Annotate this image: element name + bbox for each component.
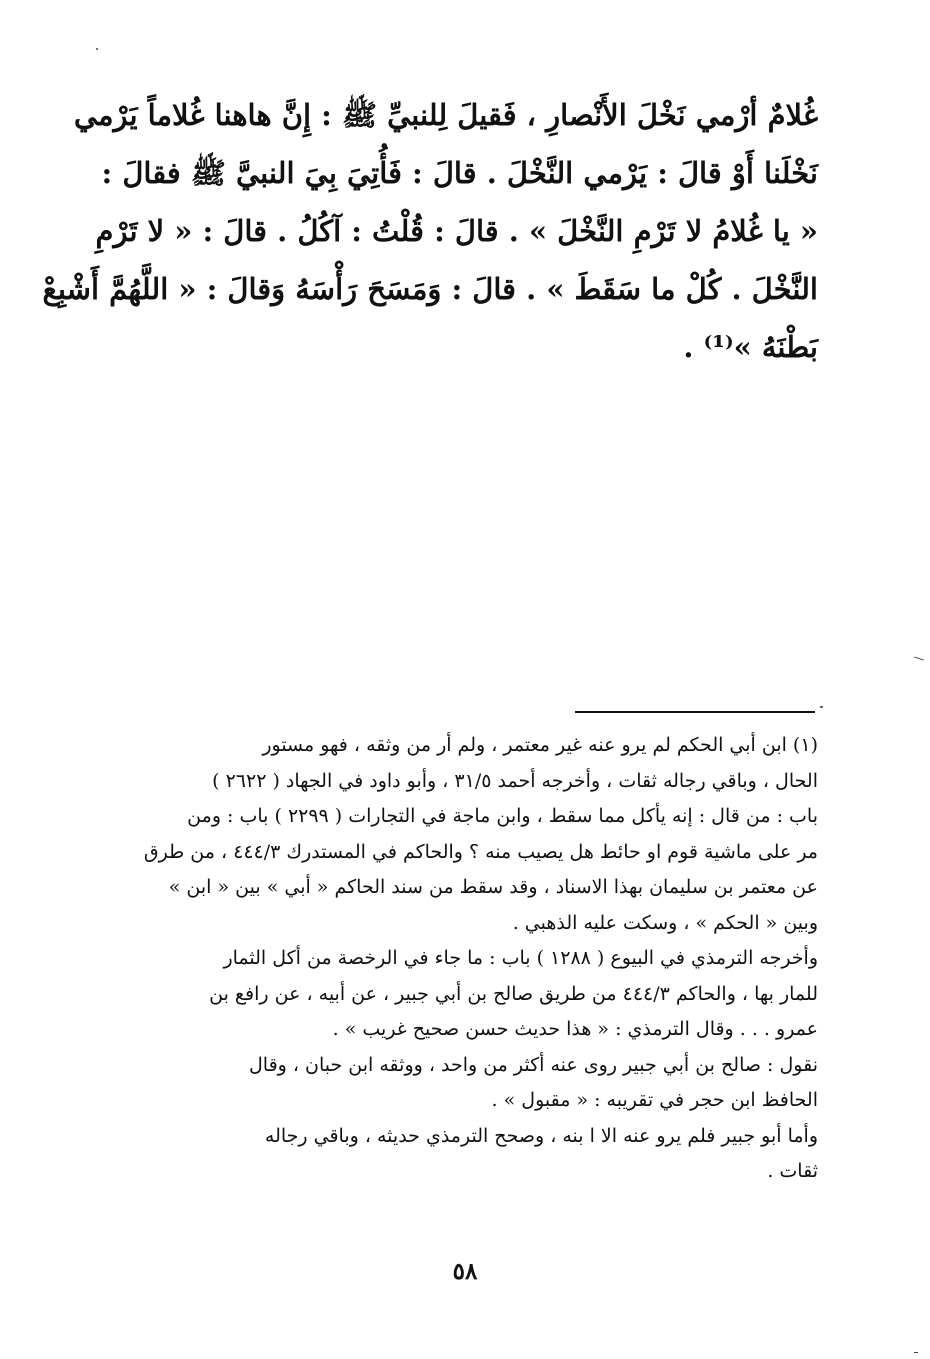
scan-speck: [914, 1352, 918, 1353]
hadith-line: نَخْلَنا أَوْ قالَ : يَرْمي النَّخْلَ . قالَ : فَأُتِيَ بِيَ النبيَّ ﷺ فقالَ :: [101, 156, 818, 190]
footnote-line: عن معتمر بن سليمان بهذا الاسناد ، وقد سقط من سند الحاكم « أبي » بين « ابن »: [168, 876, 818, 898]
footnote-line: وأما أبو جبير فلم يرو عنه الا ا بنه ، وصحح الترمذي حديثه ، وباقي رجاله: [264, 1124, 818, 1147]
scan-speck: [820, 706, 823, 708]
footnote-line: نقول : صالح بن أبي جبير روى عنه أكثر من واحد ، ووثقه ابن حبان ، وقال: [248, 1053, 818, 1076]
footnote-line: مر على ماشية قوم او حائط هل يصيب منه ؟ والحاكم في المستدرك ٤٤٤/٣ ، من طرق: [143, 840, 818, 863]
footnote-divider: [575, 711, 815, 713]
hadith-line: بَطْنَهُ »⁽¹⁾ .: [683, 330, 818, 364]
scan-speck: [96, 48, 98, 50]
hadith-line: النَّخْلَ . كُلْ ما سَقَطَ » . قالَ : وَمَسَحَ رَأْسَهُ وَقالَ : « اللَّهُمَّ أَشْبِعْ: [42, 272, 818, 306]
scan-speck: [914, 656, 924, 660]
footnote-line: وبين « الحكم » ، وسكت عليه الذهبي .: [512, 911, 818, 934]
hadith-line: غُلامٌ أرْمي نَخْلَ الأَنْصارِ ، فَقيلَ لِلنبيِّ ﷺ : إِنَّ هاهنا غُلاماً يَرْمي: [73, 98, 818, 132]
footnote-line: للمار بها ، والحاكم ٤٤٤/٣ من طريق صالح بن أبي جبير ، عن أبيه ، عن رافع بن: [209, 982, 818, 1005]
footnote-line: عمرو . . . وقال الترمذي : « هذا حديث حسن صحيح غريب » .: [332, 1018, 818, 1040]
footnote-line: وأخرجه الترمذي في البيوع ( ١٢٨٨ ) باب : ما جاء في الرخصة من أكل الثمار: [223, 947, 818, 969]
footnote-line: (١) ابن أبي الحكم لم يرو عنه غير معتمر ، ولم أر من وثقه ، فهو مستور: [262, 734, 818, 756]
footnote-line: باب : من قال : إنه يأكل مما سقط ، وابن ماجة في التجارات ( ٢٢٩٩ ) باب : ومن: [187, 805, 818, 827]
footnote-line: الحال ، وباقي رجاله ثقات ، وأخرجه أحمد ٣١/٥ ، وأبو داود في الجهاد ( ٢٦٢٢ ): [212, 769, 818, 792]
hadith-text: [42, 86, 818, 376]
page-number: ٥٨: [452, 1258, 478, 1285]
footnote-line: ثقات .: [767, 1160, 818, 1182]
footnotes: [128, 728, 818, 1190]
footnote-line: الحافظ ابن حجر في تقريبه : « مقبول » .: [491, 1089, 818, 1111]
hadith-line: « يا غُلامُ لا تَرْمِ النَّخْلَ » . قالَ : قُلْتُ : آكُلُ . قالَ : « لا تَرْمِ: [95, 214, 818, 248]
